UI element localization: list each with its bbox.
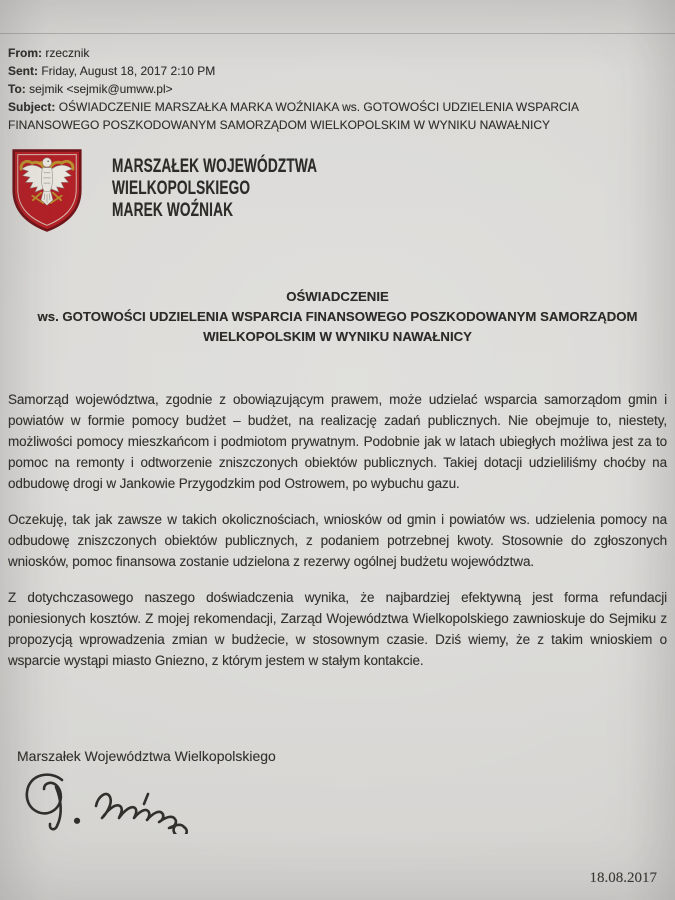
paragraph-3: Z dotychczasowego naszego doświadczenia wynika, że najbardziej efektywną jest forma refundacji poniesionych kosztów. Z mojej rekomendacji, Zarząd Województwa Wielkopolskiego zawnioskuje do Sejmiku z propozycją wprowadzenia zmian w budżecie, w stosownym czasie. Dziś wiemy, że z takim wnioskiem o wsparcie wystąpi miasto Gniezno, z którym jestem w stałym kontakcie.: [8, 590, 667, 668]
email-sent-row: [8, 62, 667, 80]
from-label: From:: [8, 46, 42, 60]
letterhead: [10, 146, 397, 235]
to-label: To:: [8, 82, 26, 96]
title-line3: WIELKOPOLSKIM W WYNIKU NAWAŁNICY: [203, 329, 472, 344]
email-from-row: [8, 44, 667, 62]
email-header: [8, 44, 667, 134]
letterhead-text: [112, 146, 317, 222]
handwritten-signature: [20, 770, 210, 834]
subject-label: Subject:: [8, 100, 56, 114]
subject-value: OŚWIADCZENIE MARSZAŁKA MARKA WOŹNIAKA ws. GOTOWOŚCI UDZIELENIA WSPARCIA FINANSOWEGO POSZKODOWANYM SAMORZĄDOM WIELKOPOLSKIM W WYNIKU NAWAŁNICY: [8, 100, 579, 132]
sent-value: Friday, August 18, 2017 2:10 PM: [41, 64, 216, 78]
sent-label: Sent:: [8, 64, 38, 78]
letterhead-line2: WIELKOPOLSKIEGO: [112, 178, 251, 199]
document-date: 18.08.2017: [589, 870, 657, 886]
title-line1: OŚWIADCZENIE: [286, 289, 389, 304]
letterhead-line1: MARSZAŁEK WOJEWÓDZTWA: [112, 156, 318, 177]
to-value: sejmik <sejmik@umww.pl>: [29, 82, 173, 96]
email-subject-row: [8, 98, 667, 134]
signoff-title: Marszałek Województwa Wielkopolskiego: [17, 748, 276, 764]
from-value: rzecznik: [45, 46, 90, 60]
separator-line: [0, 33, 675, 34]
email-to-row: [8, 80, 667, 98]
wielkopolska-coat-of-arms: [10, 146, 84, 235]
letterhead-line3: MAREK WOŹNIAK: [112, 200, 234, 221]
paragraph-1: Samorząd województwa, zgodnie z obowiązującym prawem, może udzielać wsparcia samorządom gmin i powiatów w formie pomocy budżet – budżet, na realizację zadań publicznych. Nie obejmuje to, niestety, możliwości pomocy mieszkańcom i podmiotom prywatnym. Podobnie jak w latach ubiegłych możliwa jest za to pomoc na remonty i odtworzenie zniszczonych obiektów publicznych. Takiej dotacji udzieliliśmy choćby na odbudowę drogi w Jankowie Przygodzkim pod Ostrowem, po wybuchu gazu.: [8, 392, 667, 491]
statement-title: [0, 287, 675, 347]
paragraph-2: Oczekuję, tak jak zawsze w takich okolicznościach, wniosków od gmin i powiatów ws. udzielenia pomocy na odbudowę zniszczonych obiektów publicznych, z podaniem potrzebnej kwoty. Stosownie do zgłoszonych wniosków, pomoc finansowa zostanie udzielona z rezerwy ogólnej budżetu województwa.: [8, 512, 667, 569]
statement-body: [0, 389, 675, 686]
title-line2: ws. GOTOWOŚCI UDZIELENIA WSPARCIA FINANSOWEGO POSZKODOWANYM SAMORZĄDOM: [37, 309, 638, 324]
